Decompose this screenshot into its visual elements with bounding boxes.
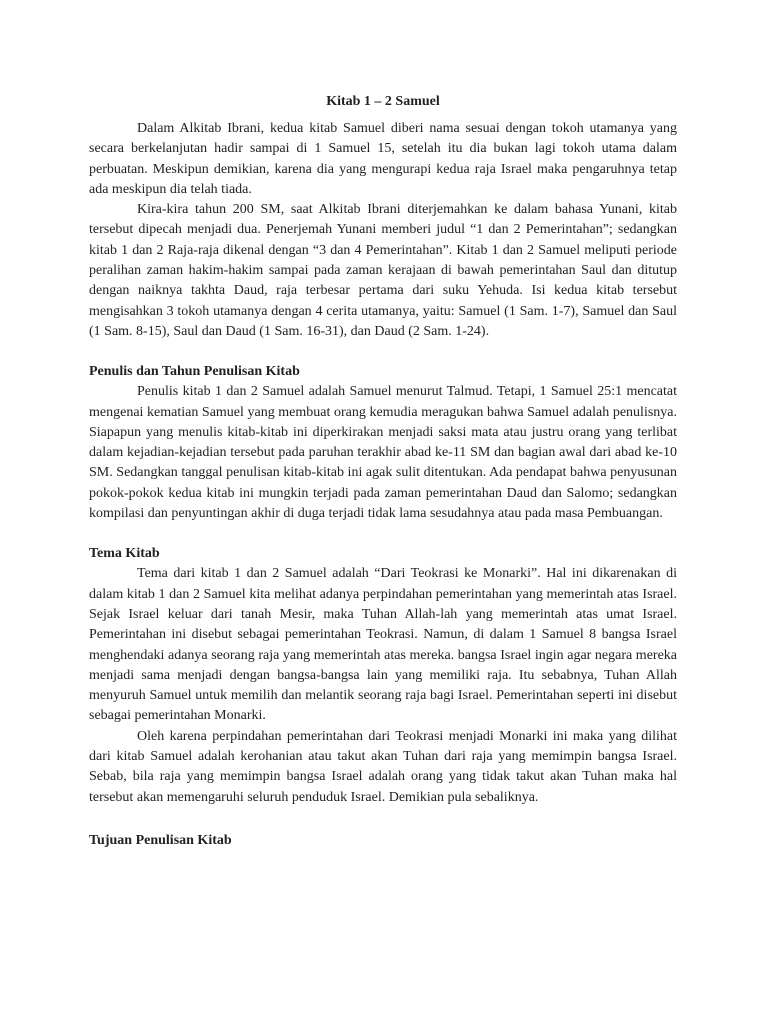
intro-paragraph-1: Dalam Alkitab Ibrani, kedua kitab Samuel diberi nama sesuai dengan tokoh utamanya yang secara berkelanjutan hadir sampai di 1 Samuel 15, setelah itu dia bukan lagi tokoh utama dalam perbuatan. Meskipun demikian, karena dia yang mengurapi kedua raja Israel maka pengaruhnya tetap ada meskipun dia telah tiada. [89,121,677,197]
intro-paragraph-2: Kira-kira tahun 200 SM, saat Alkitab Ibrani diterjemahkan ke dalam bahasa Yunani, kitab tersebut dipecah menjadi dua. Penerjemah Yunani memberi judul “1 dan 2 Pemerintahan”; sedangkan kitab 1 dan 2 Raja-raja dikenal dengan “3 dan 4 Pemerintahan”. Kitab 1 dan 2 Samuel meliputi periode peralihan zaman hakim-hakim sampai pada zaman kerajaan di bawah pemerintahan Saul dan ditutup dengan naiknya takhta Daud, raja terbesar pertama dari suku Yehuda. Isi kedua kitab tersebut mengisahkan 3 tokoh utamanya dengan 4 cerita utamanya, yaitu: Samuel (1 Sam. 1-7), Samuel dan Saul (1 Sam. 8-15), Saul dan Daud (1 Sam. 16-31), dan Daud (2 Sam. 1-24). [89,202,677,339]
section-heading-penulis: Penulis dan Tahun Penulisan Kitab [89,364,300,380]
section-heading-tujuan: Tujuan Penulisan Kitab [89,832,232,848]
section-penulis-paragraph-1: Penulis kitab 1 dan 2 Samuel adalah Samuel menurut Talmud. Tetapi, 1 Samuel 25:1 mencatat mengenai kematian Samuel yang membuat orang kemudia meragukan bahwa Samuel adalah penulisnya. Siapapun yang menulis kitab-kitab ini diperkirakan menjadi saksi mata atau justru orang yang terlibat dalam kejadian-kejadian tersebut pada paruhan terakhir abad ke-11 SM dan bagian awal dari abad ke-10 SM. Sedangkan tanggal penulisan kitab-kitab ini agak sulit ditentukan. Ada pendapat bahwa penyusunan pokok-pokok kedua kitab ini mungkin terjadi pada zaman pemerintahan Daud dan Salomo; sedangkan kompilasi dan penyuntingan akhir di duga terjadi tidak lama sesudahnya atau pada masa Pembuangan. [89,384,677,522]
document-page [89,92,677,851]
section-heading-tema: Tema Kitab [89,546,160,562]
section-tema-paragraph-2: Oleh karena perpindahan pemerintahan dari Teokrasi menjadi Monarki ini maka yang dilihat dari kitab Samuel adalah kerohanian atau takut akan Tuhan dari raja yang memimpin bangsa Israel. Sebab, bila raja yang memimpin bangsa Israel adalah orang yang tidak takut akan Tuhan maka hal tersebut akan memengaruhi seluruh penduduk Israel. Demikian pula sebaliknya. [89,728,677,805]
section-tema-paragraph-1: Tema dari kitab 1 dan 2 Samuel adalah “Dari Teokrasi ke Monarki”. Hal ini dikarenakan di dalam kitab 1 dan 2 Samuel kita melihat adanya perpindahan pemerintahan yang memerintah atas Israel. Sejak Israel keluar dari tanah Mesir, maka Tuhan Allah-lah yang memerintah atas umat Israel. Pemerintahan ini disebut sebagai pemerintahan Teokrasi. Namun, di dalam 1 Samuel 8 bangsa Israel menghendaki adanya seorang raja yang memerintah atas mereka. bangsa Israel ingin agar negara mereka menjadi sama menjadi dengan bangsa-bangsa lain yang memiliki raja. Itu sebabnya, Tuhan Allah menyuruh Samuel untuk memilih dan melantik seorang raja bagi Israel. Pemerintahan seperti ini disebut sebagai pemerintahan Monarki. [89,566,677,724]
document-title: Kitab 1 – 2 Samuel [326,94,440,109]
